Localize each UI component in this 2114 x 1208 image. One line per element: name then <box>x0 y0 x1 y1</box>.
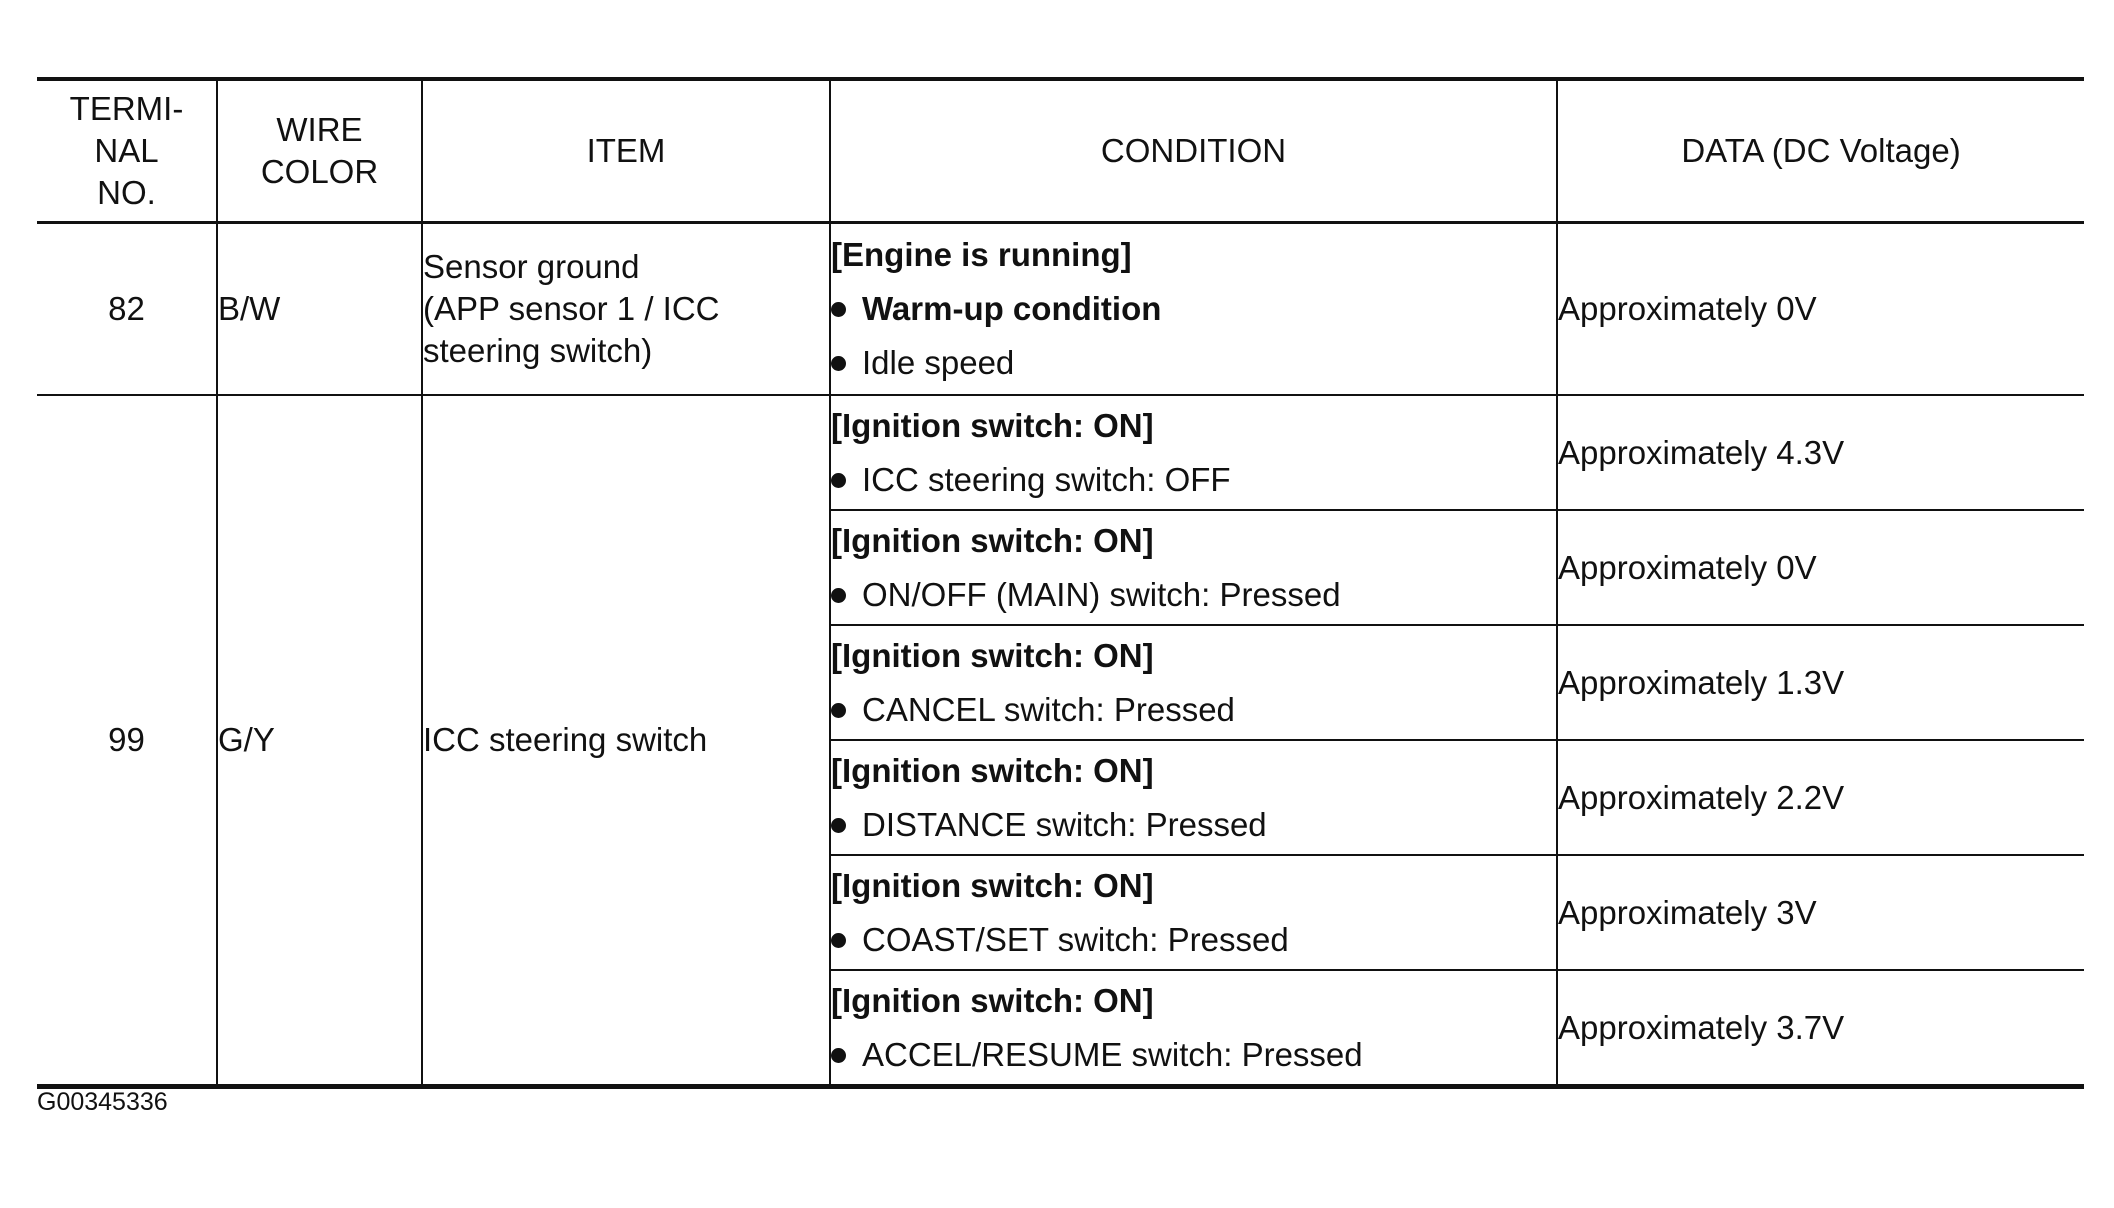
voltage-data: Approximately 4.3V <box>1557 395 2084 510</box>
item-text-line: ICC steering switch <box>423 721 708 758</box>
header-terminal-line: NAL <box>94 132 159 169</box>
condition-item <box>831 804 1556 846</box>
terminal-number: 82 <box>37 223 217 396</box>
condition-cell <box>830 740 1557 855</box>
condition-item-text: Warm-up condition <box>862 290 1162 327</box>
header-item: ITEM <box>422 79 830 223</box>
item-text-line: Sensor ground <box>423 248 640 285</box>
terminal-number: 99 <box>37 395 217 1087</box>
condition-heading: [Ignition switch: ON] <box>831 636 1154 674</box>
condition-item-text: COAST/SET switch: Pressed <box>862 920 1289 958</box>
item-cell <box>422 223 830 396</box>
condition-heading: [Ignition switch: ON] <box>831 406 1154 444</box>
condition-heading: [Ignition switch: ON] <box>831 981 1154 1019</box>
voltage-data: Approximately 0V <box>1557 510 2084 625</box>
condition-item-text: ON/OFF (MAIN) switch: Pressed <box>862 575 1341 613</box>
bullet-icon <box>831 818 846 833</box>
condition-cell <box>830 395 1557 510</box>
condition-item <box>831 689 1556 731</box>
condition-cell <box>830 510 1557 625</box>
condition-heading: [Engine is running] <box>831 236 1132 273</box>
bullet-icon <box>831 302 846 317</box>
header-wire-color <box>217 79 422 223</box>
header-wire-line: WIRE <box>276 111 363 148</box>
condition-cell <box>830 625 1557 740</box>
condition-heading: [Ignition switch: ON] <box>831 751 1154 789</box>
condition-item-text: CANCEL switch: Pressed <box>862 690 1235 728</box>
condition-item-text: ACCEL/RESUME switch: Pressed <box>862 1035 1363 1073</box>
condition-heading: [Ignition switch: ON] <box>831 866 1154 904</box>
condition-item <box>831 574 1556 616</box>
voltage-data: Approximately 2.2V <box>1557 740 2084 855</box>
header-row <box>37 79 2084 223</box>
bullet-icon <box>831 1048 846 1063</box>
bullet-icon <box>831 703 846 718</box>
header-condition: CONDITION <box>830 79 1557 223</box>
header-data: DATA (DC Voltage) <box>1557 79 2084 223</box>
document-id: G00345336 <box>37 1088 168 1116</box>
condition-item-text: ICC steering switch: OFF <box>862 460 1231 498</box>
condition-item-text: Idle speed <box>862 344 1015 381</box>
header-terminal-line: NO. <box>97 174 156 211</box>
table-header <box>37 79 2084 223</box>
item-text-line: (APP sensor 1 / ICC <box>423 290 720 327</box>
bullet-icon <box>831 588 846 603</box>
condition-item <box>831 1034 1556 1076</box>
table-row <box>37 223 2084 396</box>
condition-item <box>831 459 1556 501</box>
voltage-data: Approximately 3V <box>1557 855 2084 970</box>
voltage-data: Approximately 0V <box>1557 223 2084 396</box>
bullet-icon <box>831 933 846 948</box>
table-body <box>37 223 2084 1087</box>
condition-cell <box>830 855 1557 970</box>
item-cell <box>422 395 830 1087</box>
condition-item <box>831 288 1556 330</box>
table-row <box>37 395 2084 510</box>
condition-item <box>831 919 1556 961</box>
bullet-icon <box>831 356 846 371</box>
terminal-data-table <box>37 77 2084 1089</box>
bullet-icon <box>831 473 846 488</box>
condition-heading: [Ignition switch: ON] <box>831 521 1154 559</box>
condition-item <box>831 342 1556 384</box>
condition-cell <box>830 970 1557 1087</box>
header-terminal-no <box>37 79 217 223</box>
header-wire-line: COLOR <box>260 153 379 190</box>
item-text-line: steering switch) <box>423 332 653 369</box>
wire-color: B/W <box>217 223 422 396</box>
condition-item-text: DISTANCE switch: Pressed <box>862 805 1267 843</box>
voltage-data: Approximately 1.3V <box>1557 625 2084 740</box>
header-terminal-line: TERMI- <box>69 90 184 127</box>
voltage-data: Approximately 3.7V <box>1557 970 2084 1087</box>
condition-cell <box>830 223 1557 396</box>
wire-color: G/Y <box>217 395 422 1087</box>
